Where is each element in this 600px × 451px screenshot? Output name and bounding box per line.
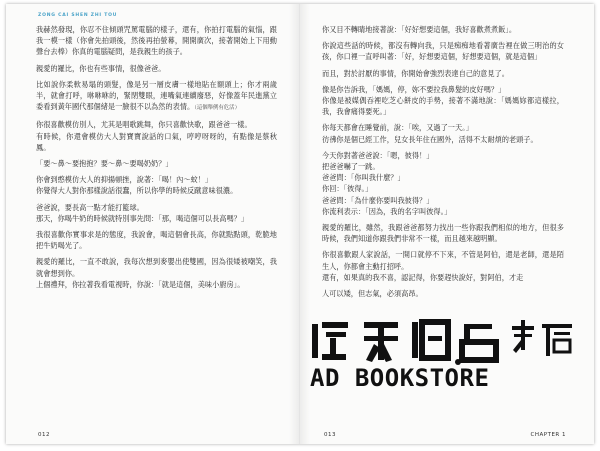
left-page	[6, 4, 300, 444]
paragraph-text: 比如說你柔軟易塌的頭髮，像是另一層皮膚一樣地貼在額頭上；你才兩歲半，就會打呼，咻咻咻的，緊閉雙眼，連嘴氣連續廢惡，好像蓋年民進黨立委看到黃年國代那個緒是一臉很不以為然的表情。	[36, 79, 277, 112]
bookstore-watermark	[308, 318, 578, 394]
paragraph: 爸爸說，要長高一點才能打籃球。 那天，你喝牛奶的時候就特別事先問：「那，喝這個可以長高嗎？」	[36, 202, 249, 223]
page-number: 013	[324, 432, 336, 438]
paragraph: 你說這些話的時候，都沒有轉向我，只是痴痴地看著廣告裡在做三明治的女孩，你口裡一直呼叫著：「好，好想要這個，好想要這個，就是這個」	[322, 41, 564, 62]
paragraph: 你很喜歡模仿別人，尤其是唱歌跳舞，你只喜歡快歌，跟爸爸一樣。 有時候，你還會模仿大人對寶寶說話的口氣，哼哼呀呀的，有點像是蔡秋鳳。	[36, 120, 277, 152]
paragraph: 親愛的羅比，你也有些事情，很像爸爸。	[36, 63, 166, 73]
paragraph: 你又目不轉睛地接著說：「好好想要這個，我好喜歡煮煮飯」。	[322, 25, 517, 34]
paragraph: 我赫然發現，你忍不住傾頭咒罵電腦的樣子，還有，你拍打電腦的氣惱，跟我一模一樣（你會先拍頭後，然後再拍螢幕，開開廣次，接著開始上下用動聲台去棒）你真的電腦疑問，是我親生的孩子。	[36, 25, 277, 57]
gutter-shadow	[289, 4, 299, 444]
bookstore-logo-icon	[308, 318, 578, 366]
paragraph: 「要～鼻～要抱抱？要～鼻～要喝奶奶？」	[36, 159, 173, 169]
paragraph: 親愛的羅比，一直不敢說，我每次想到麥嬰出使雙國，因為很矮被嘲笑，我就會想到你。 上個禮拜，你拉著我看電視時，你說：「就是這個，美味小廚房」。	[36, 257, 277, 289]
running-head: ZONG CAI SHEN ZHI TOU	[38, 13, 118, 18]
paragraph: 人可以矮，但志氣，必須高昂。	[322, 289, 423, 299]
paragraph: 今天你對著爸爸說：「嗯，彼得！」 把爸爸嚇了一跳。 爸爸問：「你叫我什麼？」 你回：「彼得。」 爸爸問：「為什麼你要叫我彼得？」 你流利表示：「因為，我的名字叫彼得。」	[322, 150, 452, 216]
bookstore-brand-text: AD BOOKSTORE	[310, 364, 490, 392]
paragraph: 你會到憨模仿大人的抑揚頓挫，說著：「喝！內～蚊！」 你覺得大人對你那樣說話很蠢，所以你學的時候反蹴意味很濃。	[36, 175, 238, 196]
paragraph: 我很喜歡你實事求是的態度，我說會，喝這個會長高，你就點點頭，乾脆地把牛奶喝光了。	[36, 230, 277, 251]
paragraph	[36, 79, 277, 115]
paragraph: 你很喜歡跟人家說話，一開口就停不下來，不管是阿伯，還是老師，還是陌生人，你都會主動打招呼。 還有，如果真的我不喜，認記得，你要趕快說好，對阿伯，才走	[322, 250, 564, 282]
paragraph: 親愛的羅比，雖然，我跟爸爸都努力找出一些你跟我們相似的地方，但很多時候，我們知道你跟我們非常不一樣，而且越來越明顯。	[322, 223, 564, 244]
paragraph: 你每天都會在睡覺前，說：「唉，又過了一天。」 彷彿你是個已經工作，兒女長年住在國外，活得不太耐煩的老頭子。	[322, 123, 538, 144]
paragraph: 像是你告訴我，「媽媽，停，妳不要拉我鼻髮的皮好嗎？」 你像是被媒偶吞裡吃芝心餅皮的手勢，接著不滿地說：「媽媽妳都這樣拉，我，我會痛得要死。」	[322, 84, 564, 117]
footnote: （這個舉例有危活）	[194, 105, 240, 112]
chapter-label: CHAPTER 1	[530, 432, 566, 438]
page-number: 012	[38, 432, 50, 438]
paragraph: 而且，對於討厭的事情，你開始會強烈表達自己的意見了。	[322, 68, 509, 78]
